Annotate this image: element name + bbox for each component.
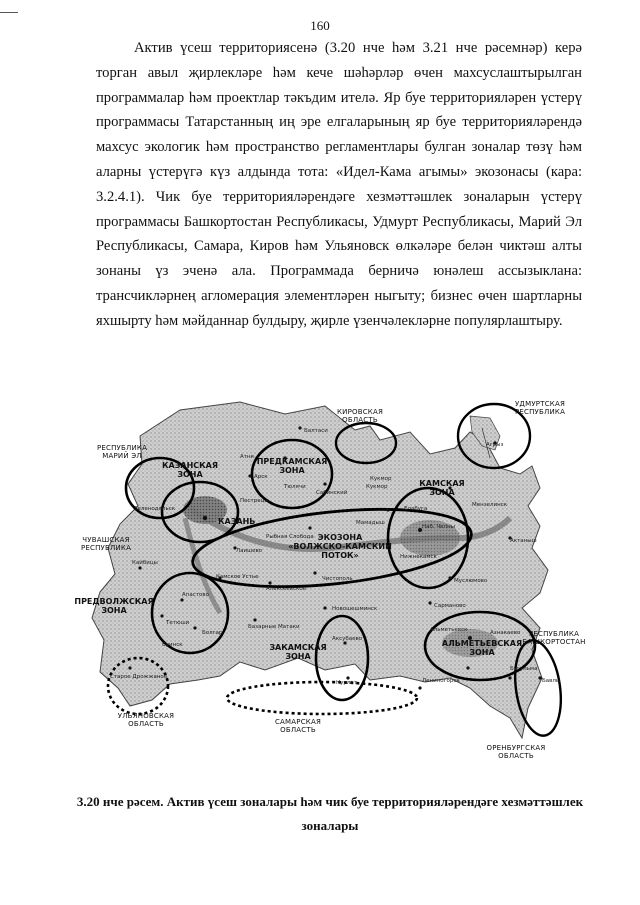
city-label-zelenodolsk: Зеленодольск: [134, 506, 176, 512]
map-svg: [70, 388, 590, 773]
city-label-aksubaevo: Аксубаево: [332, 636, 363, 642]
zone-label-almet-1: АЛЬМЕТЬЕВСКАЯ: [441, 639, 523, 648]
zone-label-kam-1: КАМСКАЯ: [419, 479, 465, 488]
caption-line-2: зоналары: [301, 818, 359, 833]
city-label-tyulyachi: Тюлячи: [284, 484, 306, 490]
region-label-udmurt-1: УДМУРТСКАЯ: [514, 400, 566, 408]
city-label-kamskoe: Камское Устье: [216, 574, 259, 580]
city-label-mamadysh: Мамадыш: [356, 520, 385, 526]
region-label-bashkort-2: БАШКОРТОСТАН: [522, 638, 586, 646]
city-label-tetyushi: Тетюши: [166, 620, 190, 626]
figure-caption: [60, 790, 600, 838]
city-label-kuklay: Кукмор: [366, 484, 388, 490]
city-label-naberezhnye: Наб. Челны: [422, 524, 456, 530]
city-label-rybnaya: Рыбная Слобода: [266, 534, 314, 540]
city-label-almetyevsk: Альметьевск: [430, 627, 468, 633]
zone-label-predvol-1: ПРЕДВОЛЖСКАЯ: [74, 597, 154, 606]
page-number: 160: [310, 18, 330, 33]
city-label-menzelinsk: Мензелинск: [472, 502, 508, 508]
city-label-bavly: Бавлы: [542, 678, 561, 684]
region-label-orenburg-1: ОРЕНБУРГСКАЯ: [486, 744, 546, 752]
region-label-mari-2: МАРИЙ ЭЛ: [102, 452, 142, 460]
region-label-ulyanovsk-1: УЛЬЯНОВСКАЯ: [117, 712, 175, 720]
region-label-bashkort-1: РЕСПУБЛИКА: [528, 630, 580, 638]
region-label-chuvash-2: РЕСПУБЛИКА: [80, 544, 132, 552]
zone-label-almet-2: ЗОНА: [469, 648, 495, 657]
city-label-alekseevskoe: Алексеевское: [266, 586, 307, 592]
body-text: [96, 36, 582, 334]
region-label-ulyanovsk-2: ОБЛАСТЬ: [128, 720, 164, 728]
map-figure: [70, 388, 590, 773]
city-label-leninogorsk: Лениногорск: [422, 678, 460, 684]
city-label-pestrechi: Пестрецы: [240, 498, 269, 504]
zone-label-eco-1: ЭКОЗОНА: [317, 533, 363, 542]
region-label-samara-1: САМАРСКАЯ: [274, 718, 322, 726]
region-label-mari-1: РЕСПУБЛИКА: [96, 444, 148, 452]
city-label-chistopol: Чистополь: [322, 576, 353, 582]
caption-line-1: 3.20 нче рәсем. Актив үсеш зоналары һәм чик буе территорияләрендәге хезмәттәшлек: [76, 794, 584, 809]
city-label-laishevo: Лаишево: [236, 548, 263, 554]
zone-label-predvol-2: ЗОНА: [101, 606, 127, 615]
city-label-sabinsky: Сабинский: [316, 490, 348, 496]
region-label-samara-2: ОБЛАСТЬ: [280, 726, 316, 734]
city-label-apastovo: Апастово: [182, 592, 209, 598]
city-label-bugulma: Бугульма: [510, 666, 538, 672]
paragraph: Актив үсеш территориясенә (3.20 нче һәм 3.21 нче рәсемнәр) керә торган авыл җирлекләре һәм кече шәһәрләр өчен махсуслаштырылган программалар һәм проектлар тәкъдим ителә. Яр буе территорияләрен үстерү программасы Татарстанның иң эре елгаларының яр буе территорияләрендә махсус экологик һәм пространство регламентлары булган зоналар төзү һәм аларны үстерүгә күз алдында тота: «Идел-Кама агымы» экозонасы (кара: 3.2.4.1). Чик буе территорияләрендәге хезмәттәшлек зоналарын үстерү программасы Башкортостан Республикасы, Удмурт Республикасы, Марий Эл Республикасы, Самара, Киров һәм Ульяновск өлкәләре белән чиктәш алты зонаны үз эченә ала. Программада берничә юнәлеш ассызыклана: трансчикләрнең агломерация элементләрен ныгыту; бизнес өчен шартларны яхшырту һәм мәйданнар булдыру, җирле үзенчәлекләрне популярлаштыру.: [96, 40, 582, 329]
region-label-orenburg-2: ОБЛАСТЬ: [498, 752, 534, 760]
city-label-muslyumovo: Муслюмово: [454, 578, 488, 584]
city-label-spassk: Болгар: [202, 630, 223, 636]
city-label-aktanysh: Актаныш: [510, 538, 537, 544]
city-label-kazan: КАЗАНЬ: [218, 517, 256, 526]
zone-label-predkam-2: ЗОНА: [279, 466, 305, 475]
city-label-novosheshminsk: Новошешминск: [332, 606, 378, 612]
city-label-aznakaevo: Азнакаево: [490, 630, 521, 636]
region-label-udmurt-2: РЕСПУБЛИКА: [514, 408, 566, 416]
city-label-elabuga: Елабуга: [404, 506, 428, 512]
region-label-kirov-2: ОБЛАСТЬ: [342, 416, 378, 424]
territory-shape: [92, 402, 548, 738]
city-label-nizhnekamsk: Нижнекамск: [400, 554, 437, 560]
city-label-agryz: Агрыз: [486, 442, 504, 448]
city-label-atnya: Атня: [240, 454, 254, 460]
city-label-nurlat: Нурлат: [336, 680, 357, 686]
city-label-buinsk: Буинск: [162, 642, 183, 648]
zone-label-kazan-1: КАЗАНСКАЯ: [161, 461, 219, 470]
zone-label-kazan-2: ЗОНА: [177, 470, 203, 479]
city-label-kukmor: Кукмор: [370, 476, 392, 482]
city-label-sarmanovo: Сарманово: [434, 603, 466, 609]
city-label-kaybitsy: Кайбицы: [132, 560, 158, 566]
region-label-kirov-1: КИРОВСКАЯ: [336, 408, 384, 416]
region-label-chuvash-1: ЧУВАШСКАЯ: [82, 536, 130, 544]
zone-label-zakam-1: ЗАКАМСКАЯ: [269, 643, 327, 652]
zone-label-predkam-1: ПРЕДКАМСКАЯ: [256, 457, 328, 466]
city-label-drozhzhanoe: Старое Дрожжаное: [110, 674, 168, 680]
zone-label-kam-2: ЗОНА: [429, 488, 455, 497]
city-label-baltasi: Балтаси: [304, 428, 328, 434]
zone-label-zakam-2: ЗОНА: [285, 652, 311, 661]
city-label-arsk: Арск: [254, 474, 268, 480]
zone-label-eco-3: ПОТОК»: [321, 551, 359, 560]
city-label-bazarnye: Базарные Матаки: [248, 624, 300, 630]
corner-rule: [0, 12, 18, 13]
zone-label-eco-2: «ВОЛЖСКО-КАМСКИЙ: [288, 542, 392, 551]
